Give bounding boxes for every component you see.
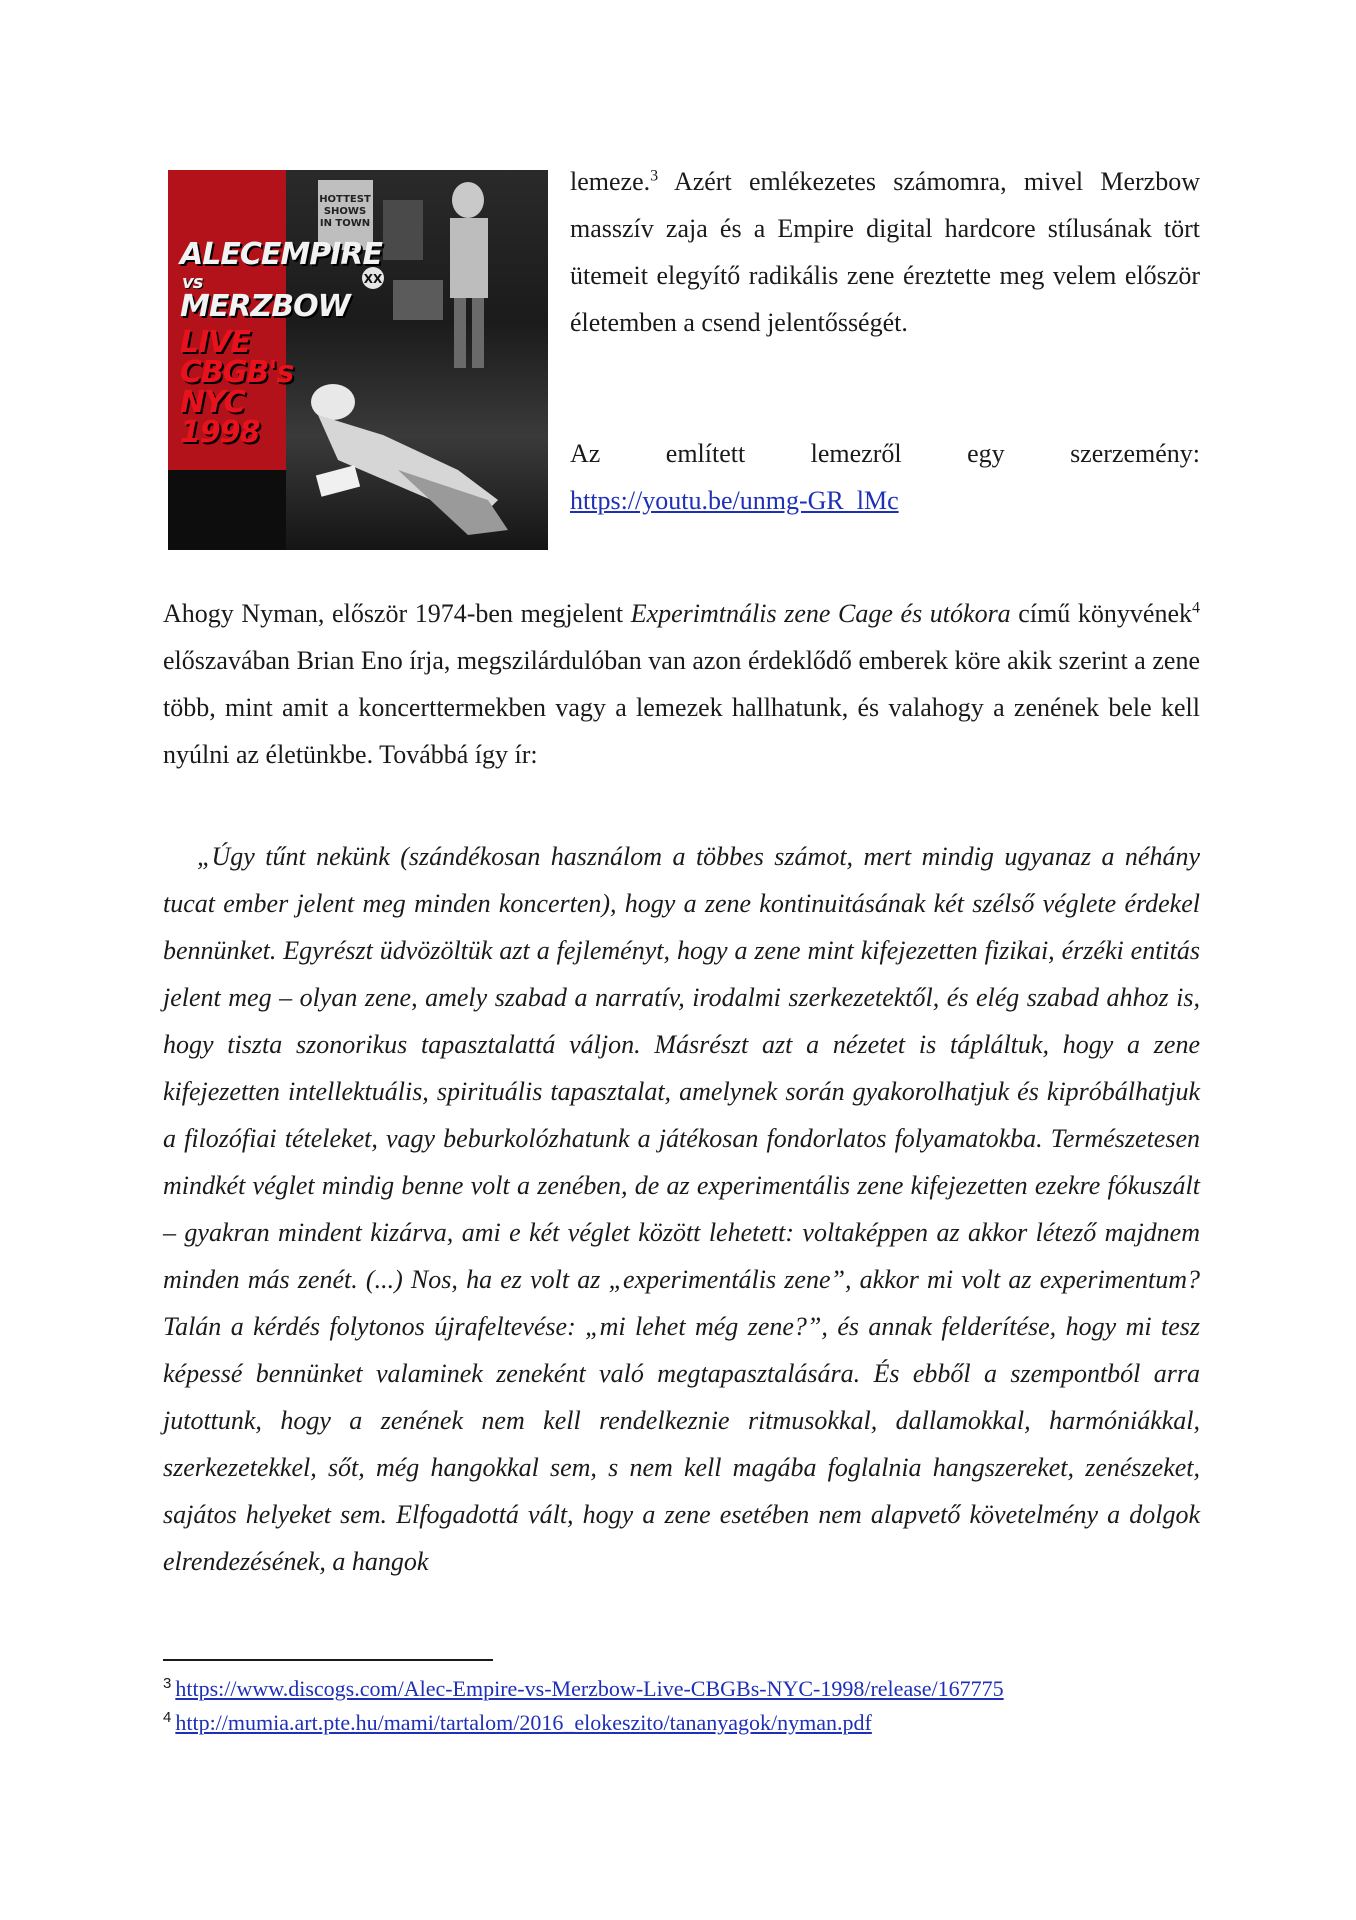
album-cover-image — [168, 170, 548, 550]
cover-year: 1998 — [180, 415, 260, 450]
footnotes — [163, 1672, 1004, 1740]
book-title: Experimtnális zene Cage és utókora — [630, 599, 1011, 628]
footnote-divider — [163, 1659, 493, 1661]
youtube-link[interactable]: https://youtu.be/unmg-GR_lMc — [570, 486, 899, 515]
svg-text:XX: XX — [363, 272, 383, 286]
footnote-ref-4[interactable]: 4 — [1192, 599, 1200, 617]
footnote-3-link[interactable]: https://www.discogs.com/Alec-Empire-vs-Merzbow-Live-CBGBs-NYC-1998/release/167775 — [175, 1676, 1004, 1701]
composition-line: Az említett lemezről egy szerzemény: — [570, 439, 1200, 468]
cover-artist-2: MERZBOW — [180, 289, 350, 324]
eno-quote: „Úgy tűnt nekünk (szándékosan használom a többes számot, mert mindig ugyanaz a néhány tucat ember jelent meg minden koncerten), hogy a zene kontinuitásának két szélső véglete érdekel bennünket. Egyrészt üdvözöltük azt a fejleményt, hogy a zene mint kifejezetten fizikai, érzéki entitás jelent meg – olyan zene, amely szabad a narratív, irodalmi szerkezetektől, és elég szabad ahhoz is, hogy tiszta szonorikus tapasztalattá váljon. Másrészt azt a nézetet is tápláltuk, hogy a zene kifejezetten intellektuális, spirituális tapasztalat, amelynek során gyakorolhatjuk és kipróbálhatjuk a filozófiai tételeket, vagy beburkolózhatunk a játékosan fondorlatos folyamatokba. Természetesen mindkét véglet mindig benne volt a zenében, de az experimentális zene kifejezetten ezekre fókuszált – gyakran mindent kizárva, ami e két véglet között lehetett: voltaképpen az akkor létező majdnem minden más zenét. (...) Nos, ha ez volt az „experimentális zene”, akkor mi volt az experimentum? Talán a kérdés folytonos újrafeltevése: „mi lehet még zene?”, és annak felderítése, hogy mi tesz képessé bennünket valaminek zeneként való megtapasztalására. És ebből a szempontból arra jutottunk, hogy a zenének nem kell rendelkeznie ritmusokkal, dallamokkal, harmóniákkal, szerkezetekkel, sőt, még hangokkal sem, s nem kell magába foglalnia hangszereket, zenészeket, sajátos helyeket sem. Elfogadottá vált, hogy a zene esetében nem alapvető követelmény a dolgok elrendezésének, a hangok — [163, 842, 1200, 1576]
body-paragraph: Ahogy Nyman, először 1974-ben megjelent Experimtnális zene Cage és utókora című könyvének$^4$ előszavában Brian Eno írja, megszilárdulóban van azon érdeklődő emberek köre akik szerint a zene több, mint amit a koncerttermekben vagy a lemezek hallhatunk, és valahogy a zenének bele kell nyúlni az életünkbe. Továbbá így ír: — [163, 599, 1200, 769]
footnote-ref-3[interactable]: 3 — [650, 167, 659, 185]
footnote-4-link[interactable]: http://mumia.art.pte.hu/mami/tartalom/2016_elokeszito/tananyagok/nyman.pdf — [175, 1710, 872, 1735]
svg-text:SHOWS: SHOWS — [323, 206, 367, 217]
cover-artist-1: ALECEMPIRE — [180, 237, 382, 272]
cover-city: NYC — [180, 385, 245, 420]
cover-poster-text: HOTTEST — [319, 194, 371, 205]
footnote-3: $^3$ https://www.discogs.com/Alec-Empire-vs-Merzbow-Live-CBGBs-NYC-1998/release/167775 — [163, 1674, 1004, 1701]
svg-text:IN TOWN: IN TOWN — [319, 218, 371, 229]
cover-vs: vs — [182, 272, 203, 293]
cover-venue: CBGB's — [180, 355, 294, 390]
footnote-4: $^4$ http://mumia.art.pte.hu/mami/tartalom/2016_elokeszito/tananyagok/nyman.pdf — [163, 1708, 872, 1735]
cover-live: LIVE — [180, 325, 250, 360]
album-paragraph: lemeze.$^3$ Azért emlékezetes számomra, mivel Merzbow masszív zaja és a Empire digital hardcore stílusának tört ütemeit elegyítő radikális zene éreztette meg velem először életemben a csend jelentősségét. — [570, 167, 1200, 337]
right-column-text — [570, 158, 1200, 524]
